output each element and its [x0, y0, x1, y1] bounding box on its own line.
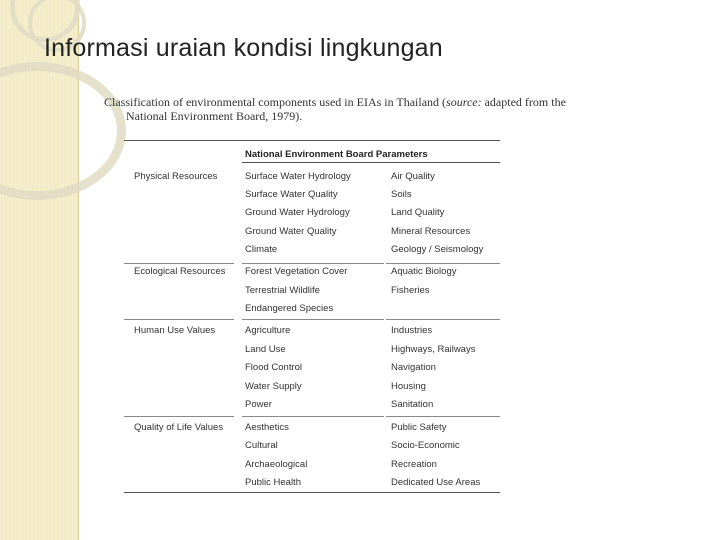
parameter-cell-right: Housing — [391, 381, 426, 392]
table-bottom-rule — [124, 492, 500, 493]
parameter-cell-right: Aquatic Biology — [391, 266, 457, 277]
parameter-cell-left: Cultural — [245, 440, 278, 451]
caption-line-2: National Environment Board, 1979). — [126, 109, 303, 123]
table-caption — [104, 95, 664, 123]
parameter-cell-right: Soils — [391, 189, 412, 200]
slide-title: Informasi uraian kondisi lingkungan — [44, 34, 443, 62]
group-separator — [242, 263, 384, 264]
parameter-cell-left: Archaeological — [245, 459, 308, 470]
group-separator — [386, 263, 500, 264]
category-cell: Quality of Life Values — [134, 422, 224, 433]
parameter-cell-right: Land Quality — [391, 207, 445, 218]
parameter-cell-right: Dedicated Use Areas — [391, 477, 481, 488]
group-separator — [124, 263, 234, 264]
parameter-cell-right: Socio-Economic — [391, 440, 460, 451]
parameter-cell-right: Navigation — [391, 362, 436, 373]
parameter-cell-left: Power — [245, 399, 272, 410]
parameter-cell-left: Land Use — [245, 344, 286, 355]
parameter-cell-left: Flood Control — [245, 362, 303, 373]
caption-text-start: Classification of environmental components used in EIAs in Thailand ( — [104, 95, 447, 109]
parameter-cell-left: Agriculture — [245, 325, 291, 336]
parameter-cell-left: Terrestrial Wildlife — [245, 285, 320, 296]
parameter-cell-right: Geology / Seismology — [391, 244, 484, 255]
parameter-cell-left: Water Supply — [245, 381, 302, 392]
group-separator — [124, 319, 234, 320]
parameter-cell-left: Surface Water Hydrology — [245, 171, 351, 182]
header-rule — [242, 162, 500, 163]
category-cell: Ecological Resources — [134, 266, 226, 277]
parameter-cell-left: Ground Water Quality — [245, 226, 337, 237]
category-cell: Physical Resources — [134, 171, 218, 182]
parameter-cell-left: Forest Vegetation Cover — [245, 266, 348, 277]
parameter-cell-right: Sanitation — [391, 399, 434, 410]
group-separator — [386, 416, 500, 417]
caption-source-label: source: — [446, 95, 482, 109]
table-header: National Environment Board Parameters — [245, 149, 428, 160]
parameter-cell-left: Climate — [245, 244, 278, 255]
parameter-cell-right: Mineral Resources — [391, 226, 471, 237]
group-separator — [124, 416, 234, 417]
parameter-cell-right: Fisheries — [391, 285, 430, 296]
caption-text-end: adapted from the — [481, 95, 566, 109]
parameter-cell-right: Industries — [391, 325, 433, 336]
parameter-cell-left: Endangered Species — [245, 303, 334, 314]
parameter-cell-right: Public Safety — [391, 422, 447, 433]
group-separator — [242, 319, 384, 320]
parameter-cell-right: Air Quality — [391, 171, 435, 182]
parameter-cell-right: Recreation — [391, 459, 437, 470]
parameter-cell-left: Public Health — [245, 477, 301, 488]
parameters-table — [124, 137, 500, 495]
parameter-cell-left: Aesthetics — [245, 422, 289, 433]
group-separator — [242, 416, 384, 417]
category-cell: Human Use Values — [134, 325, 216, 336]
table-top-rule — [124, 140, 500, 141]
parameter-cell-left: Surface Water Quality — [245, 189, 338, 200]
parameter-cell-right: Highways, Railways — [391, 344, 476, 355]
decorative-side-strip — [0, 0, 79, 540]
group-separator — [386, 319, 500, 320]
parameter-cell-left: Ground Water Hydrology — [245, 207, 350, 218]
